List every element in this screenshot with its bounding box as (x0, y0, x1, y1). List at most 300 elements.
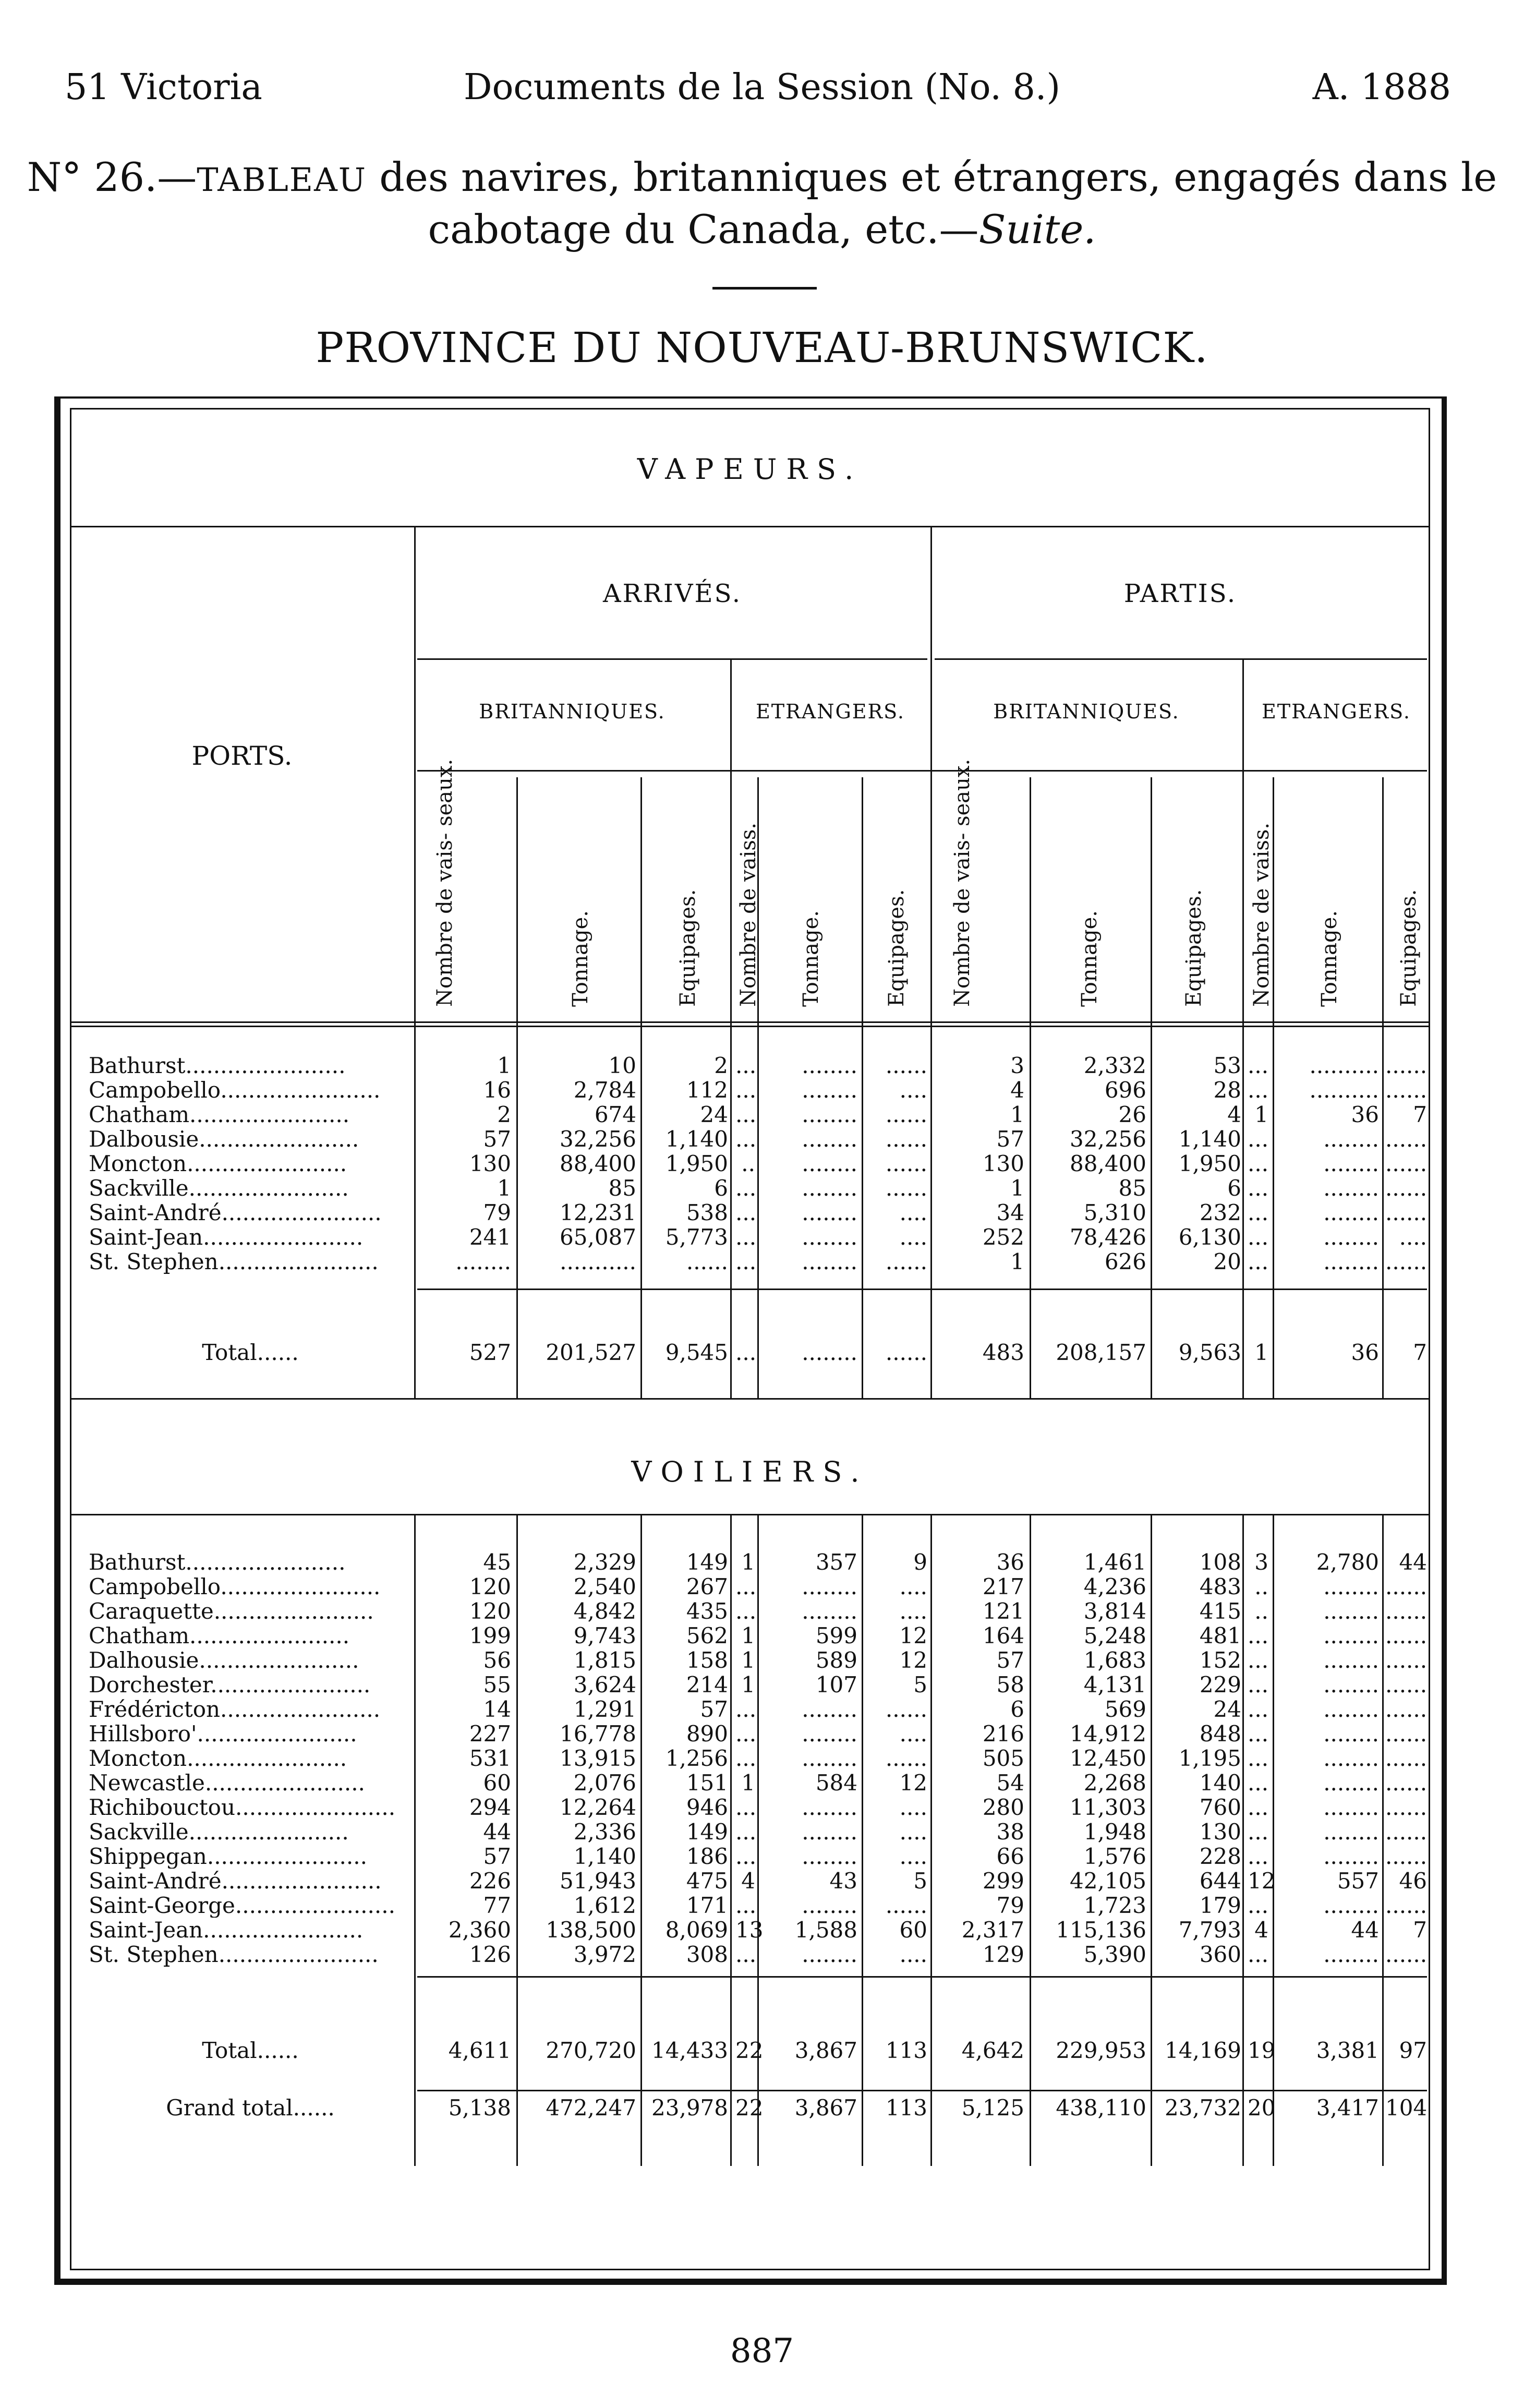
table-cell: ........ (455, 1249, 511, 1274)
title-divider (712, 287, 817, 290)
table-cell: ...... (1385, 1795, 1428, 1820)
table-cell: 227 (469, 1721, 511, 1747)
column-rule (862, 1514, 863, 2166)
table-cell: 5,125 (961, 2095, 1024, 2121)
title-number: N° 26.— (27, 154, 197, 200)
table-cell: 1 (741, 1623, 755, 1648)
table-cell: 217 (982, 1574, 1024, 1599)
table-cell: 2,329 (573, 1549, 636, 1575)
column-header-col-crews: Equipages. (1397, 889, 1421, 1007)
table-cell: 360 (1199, 1942, 1241, 1967)
table-cell: ... (735, 1942, 757, 1967)
table-cell: ........ (1323, 1598, 1379, 1624)
table-cell: 1,291 (573, 1696, 636, 1722)
port-name: Moncton....................... (89, 1152, 347, 1176)
table-cell: .. (741, 1151, 755, 1176)
table-cell: 60 (483, 1770, 511, 1796)
column-rule (757, 1514, 759, 2166)
column-rule (640, 1514, 642, 2166)
table-cell: ... (735, 1574, 757, 1599)
table-cell: 55 (483, 1672, 511, 1697)
table-cell: 4,642 (961, 2038, 1024, 2063)
table-cell: ...... (1385, 1249, 1428, 1274)
table-cell: 20 (1248, 2095, 1276, 2121)
table-cell: 1 (741, 1672, 755, 1697)
table-cell: ... (1248, 1200, 1269, 1225)
table-cell: 3 (1010, 1053, 1024, 1078)
header-document-title: Documents de la Session (No. 8.) (463, 67, 1061, 108)
table-cell: ........ (1323, 1770, 1379, 1796)
table-cell: 53 (1213, 1053, 1241, 1078)
table-cell: 644 (1199, 1868, 1241, 1894)
column-rule (1030, 777, 1031, 1398)
table-cell: ...... (1385, 1623, 1428, 1648)
table-cell: 599 (815, 1623, 857, 1648)
table-cell: 38 (996, 1819, 1024, 1845)
title-text: des navires, britanniques et étrangers, engagés dans le (367, 154, 1497, 200)
table-cell: 1,612 (573, 1893, 636, 1918)
table-cell: 12 (1248, 1868, 1276, 1894)
table-cell: 308 (686, 1942, 728, 1967)
table-cell: ... (1248, 1623, 1269, 1648)
table-cell: 32,256 (560, 1126, 636, 1152)
divider (70, 1021, 1430, 1023)
table-cell: ........ (1323, 1249, 1379, 1274)
table-cell: 229 (1199, 1672, 1241, 1697)
table-cell: 23,978 (651, 2095, 728, 2121)
total-label: Grand total...... (166, 2095, 335, 2121)
title-text-2: cabotage du Canada, etc.— (428, 206, 979, 252)
table-cell: 26 (1118, 1102, 1146, 1127)
table-cell: 120 (469, 1574, 511, 1599)
table-cell: 569 (1104, 1696, 1146, 1722)
table-cell: ... (1248, 1647, 1269, 1673)
table-cell: .... (899, 1942, 927, 1967)
port-name: Dorchester....................... (89, 1673, 371, 1697)
port-name: Chatham....................... (89, 1624, 350, 1648)
table-cell: 2,332 (1083, 1053, 1146, 1078)
table-cell: 2,076 (573, 1770, 636, 1796)
table-cell: 232 (1199, 1200, 1241, 1225)
steamers-section-label: VAPEURS. (637, 453, 863, 486)
departed-british-header: BRITANNIQUES. (993, 700, 1180, 723)
port-name: Saint-Jean....................... (89, 1918, 364, 1942)
table-cell: 45 (483, 1549, 511, 1575)
table-cell: ...... (885, 1053, 927, 1078)
table-cell: 51,943 (560, 1868, 636, 1894)
table-cell: 3,381 (1316, 2038, 1379, 2063)
table-cell: 946 (686, 1795, 728, 1820)
table-cell: 531 (469, 1745, 511, 1771)
table-cell: ...... (1385, 1942, 1428, 1967)
table-cell: ........ (802, 1574, 857, 1599)
table-cell: ... (735, 1844, 757, 1869)
table-cell: ... (735, 1102, 757, 1127)
table-cell: 2,540 (573, 1574, 636, 1599)
table-cell: 149 (686, 1549, 728, 1575)
table-cell: 201,527 (546, 1340, 636, 1365)
table-cell: 24 (700, 1102, 728, 1127)
divider (417, 2090, 1427, 2091)
table-cell: 2,784 (573, 1077, 636, 1103)
arrived-british-header: BRITANNIQUES. (479, 700, 666, 723)
port-name: Campobello....................... (89, 1575, 381, 1599)
table-cell: 1,576 (1083, 1844, 1146, 1869)
table-cell: ... (735, 1745, 757, 1771)
divider (70, 1398, 1430, 1400)
table-cell: 9,545 (665, 1340, 728, 1365)
table-cell: 9 (913, 1549, 927, 1575)
table-cell: ... (1248, 1795, 1269, 1820)
port-name: Sackville....................... (89, 1820, 349, 1844)
table-cell: 78,426 (1070, 1224, 1146, 1250)
table-cell: 538 (686, 1200, 728, 1225)
table-cell: 44 (1399, 1549, 1427, 1575)
table-cell: ........ (1323, 1745, 1379, 1771)
table-cell: ...... (885, 1126, 927, 1152)
table-cell: ...... (1385, 1647, 1428, 1673)
column-rule (1030, 1514, 1031, 2166)
table-cell: 475 (686, 1868, 728, 1894)
table-cell: 65,087 (560, 1224, 636, 1250)
table-cell: ...... (1385, 1745, 1428, 1771)
table-cell: .... (899, 1224, 927, 1250)
table-cell: 557 (1337, 1868, 1379, 1894)
table-cell: 97 (1399, 2038, 1427, 2063)
table-cell: 10 (608, 1053, 636, 1078)
table-cell: ........ (1323, 1126, 1379, 1152)
table-cell: 20 (1213, 1249, 1241, 1274)
table-cell: 505 (982, 1745, 1024, 1771)
table-cell: 12 (899, 1770, 927, 1796)
table-cell: .... (899, 1077, 927, 1103)
table-cell: 299 (982, 1868, 1024, 1894)
table-cell: ... (1248, 1053, 1269, 1078)
column-header-col-vessels-british: Nombre de vais- seaux. (950, 758, 974, 1007)
table-cell: 79 (996, 1893, 1024, 1918)
table-cell: 44 (1351, 1917, 1379, 1943)
table-cell: 4 (1227, 1102, 1241, 1127)
column-header-col-tonnage: Tonnage. (1317, 910, 1341, 1007)
table-cell: 7,793 (1178, 1917, 1241, 1943)
table-cell: 4 (1010, 1077, 1024, 1103)
table-cell: ........ (1323, 1647, 1379, 1673)
table-cell: ...... (1385, 1696, 1428, 1722)
table-cell: 626 (1104, 1249, 1146, 1274)
table-cell: 1,461 (1083, 1549, 1146, 1575)
table-cell: 46 (1399, 1868, 1427, 1894)
table-cell: 252 (982, 1224, 1024, 1250)
table-cell: 4,611 (448, 2038, 511, 2063)
table-cell: 4,131 (1083, 1672, 1146, 1697)
table-cell: 57 (700, 1696, 728, 1722)
table-cell: 4 (1254, 1917, 1268, 1943)
table-cell: 2 (714, 1053, 728, 1078)
table-cell: 1 (1010, 1175, 1024, 1201)
table-cell: ... (735, 1249, 757, 1274)
table-title-line-1 (0, 151, 1524, 206)
column-header-col-vessels-foreign: Nombre de vaiss. (1250, 822, 1274, 1007)
table-cell: ... (1248, 1893, 1269, 1918)
column-rule (930, 1514, 932, 2166)
table-cell: 7 (1413, 1340, 1427, 1365)
table-cell: ... (1248, 1175, 1269, 1201)
table-cell: 1,195 (1178, 1745, 1241, 1771)
table-cell: ... (1248, 1696, 1269, 1722)
table-cell: 1 (497, 1175, 511, 1201)
table-cell: 58 (996, 1672, 1024, 1697)
table-cell: ... (1248, 1151, 1269, 1176)
sailing-section-label: VOILIERS. (631, 1455, 869, 1488)
table-cell: ........ (1323, 1893, 1379, 1918)
table-cell: 24 (1213, 1696, 1241, 1722)
column-header-col-tonnage: Tonnage. (799, 910, 823, 1007)
table-cell: 216 (982, 1721, 1024, 1747)
table-cell: 5 (913, 1672, 927, 1697)
table-cell: 9,743 (573, 1623, 636, 1648)
table-cell: .... (899, 1819, 927, 1845)
table-cell: 8,069 (665, 1917, 728, 1943)
table-cell: ... (735, 1893, 757, 1918)
table-cell: 214 (686, 1672, 728, 1697)
table-cell: 22 (735, 2038, 764, 2063)
table-cell: ...... (1385, 1721, 1428, 1747)
table-cell: ... (735, 1200, 757, 1225)
table-cell: 1,140 (665, 1126, 728, 1152)
table-cell: ........ (1323, 1151, 1379, 1176)
table-cell: ........ (1323, 1844, 1379, 1869)
table-cell: ........ (1323, 1942, 1379, 1967)
port-name: Saint-André....................... (89, 1869, 382, 1893)
table-cell: ...... (1385, 1151, 1428, 1176)
table-cell: ... (735, 1795, 757, 1820)
table-cell: 108 (1199, 1549, 1241, 1575)
table-cell: 171 (686, 1893, 728, 1918)
table-cell: 14,169 (1165, 2038, 1241, 2063)
table-cell: 19 (1248, 2038, 1276, 2063)
table-cell: ... (1248, 1126, 1269, 1152)
table-cell: 88,400 (560, 1151, 636, 1176)
table-cell: ...... (885, 1102, 927, 1127)
table-cell: 57 (996, 1647, 1024, 1673)
table-cell: 36 (996, 1549, 1024, 1575)
port-name: Saint-George....................... (89, 1894, 395, 1918)
table-cell: 14,912 (1070, 1721, 1146, 1747)
table-cell: 56 (483, 1647, 511, 1673)
column-header-col-tonnage: Tonnage. (569, 910, 592, 1007)
table-cell: 14,433 (651, 2038, 728, 2063)
departed-header: PARTIS. (1123, 579, 1237, 608)
table-cell: ........ (802, 1175, 857, 1201)
table-cell: 1 (1254, 1340, 1268, 1365)
table-cell: ... (1248, 1672, 1269, 1697)
table-cell: ...... (885, 1175, 927, 1201)
table-cell: ... (735, 1340, 757, 1365)
table-cell: 28 (1213, 1077, 1241, 1103)
divider (70, 526, 1430, 527)
column-rule (640, 777, 642, 1398)
table-cell: 66 (996, 1844, 1024, 1869)
total-label: Total...... (202, 2038, 299, 2063)
table-cell: 6,130 (1178, 1224, 1241, 1250)
table-cell: 4,842 (573, 1598, 636, 1624)
table-cell: 890 (686, 1721, 728, 1747)
table-cell: 121 (982, 1598, 1024, 1624)
port-name: Dalbousie....................... (89, 1127, 359, 1151)
table-cell: 472,247 (546, 2095, 636, 2121)
port-name: Shippegan....................... (89, 1845, 367, 1869)
table-cell: 44 (483, 1819, 511, 1845)
column-rule (862, 777, 863, 1398)
table-cell: 130 (469, 1151, 511, 1176)
british-foreign-rule (1242, 658, 1244, 1398)
table-cell: 42,105 (1070, 1868, 1146, 1894)
table-cell: ... (735, 1721, 757, 1747)
table-cell: ........ (802, 1844, 857, 1869)
table-cell: 1 (1254, 1102, 1268, 1127)
table-cell: 280 (982, 1795, 1024, 1820)
table-cell: ... (735, 1819, 757, 1845)
table-cell: ... (1248, 1819, 1269, 1845)
table-cell: 3,417 (1316, 2095, 1379, 2121)
table-cell: 483 (982, 1340, 1024, 1365)
column-header-col-vessels-british: Nombre de vais- seaux. (433, 758, 457, 1007)
table-cell: 1,948 (1083, 1819, 1146, 1845)
table-cell: 2 (497, 1102, 511, 1127)
table-cell: 481 (1199, 1623, 1241, 1648)
table-cell: 151 (686, 1770, 728, 1796)
header-year: A. 1888 (1312, 67, 1451, 108)
table-cell: ........ (1323, 1795, 1379, 1820)
table-cell: 57 (483, 1844, 511, 1869)
title-smallcaps-word: TABLEAU (197, 161, 367, 199)
table-cell: ...... (885, 1340, 927, 1365)
table-cell: 149 (686, 1819, 728, 1845)
port-name: St. Stephen....................... (89, 1943, 379, 1967)
divider (417, 770, 1427, 772)
table-cell: 229,953 (1056, 2038, 1146, 2063)
table-cell: 199 (469, 1623, 511, 1648)
table-cell: 12,264 (560, 1795, 636, 1820)
table-cell: 16,778 (560, 1721, 636, 1747)
table-cell: ........ (802, 1696, 857, 1722)
table-cell: 3,867 (794, 2038, 857, 2063)
table-cell: .... (899, 1844, 927, 1869)
table-cell: 22 (735, 2095, 764, 2121)
divider (935, 658, 1427, 660)
port-name: Caraquette....................... (89, 1599, 374, 1623)
port-name: Chatham....................... (89, 1103, 350, 1127)
table-cell: 1,256 (665, 1745, 728, 1771)
table-cell: 5,390 (1083, 1942, 1146, 1967)
table-cell: ... (1248, 1844, 1269, 1869)
table-cell: 696 (1104, 1077, 1146, 1103)
column-header-col-crews: Equipages. (676, 889, 700, 1007)
table-cell: 57 (996, 1126, 1024, 1152)
table-cell: 12 (899, 1623, 927, 1648)
table-cell: ... (735, 1598, 757, 1624)
table-cell: ........ (802, 1249, 857, 1274)
table-cell: 357 (815, 1549, 857, 1575)
table-cell: 138,500 (546, 1917, 636, 1943)
arrived-header: ARRIVÉS. (602, 579, 742, 608)
table-cell: 2,780 (1316, 1549, 1379, 1575)
table-cell: 5,248 (1083, 1623, 1146, 1648)
table-cell: 270,720 (546, 2038, 636, 2063)
divider (417, 1289, 1427, 1290)
table-cell: 1,950 (1178, 1151, 1241, 1176)
column-rule (516, 777, 518, 1398)
table-cell: 589 (815, 1647, 857, 1673)
table-cell: 1 (1010, 1249, 1024, 1274)
table-cell: 3,972 (573, 1942, 636, 1967)
port-name: Saint-Jean....................... (89, 1225, 364, 1249)
table-cell: ........ (802, 1893, 857, 1918)
table-cell: 129 (982, 1942, 1024, 1967)
table-cell: 130 (1199, 1819, 1241, 1845)
column-rule (730, 1514, 732, 2166)
table-cell: 1,815 (573, 1647, 636, 1673)
divider (417, 658, 927, 660)
table-cell: ...... (1385, 1819, 1428, 1845)
table-cell: 438,110 (1056, 2095, 1146, 2121)
table-cell: 584 (815, 1770, 857, 1796)
table-cell: 2,336 (573, 1819, 636, 1845)
table-cell: 7 (1413, 1102, 1427, 1127)
table-cell: 13 (735, 1917, 764, 1943)
table-cell: 527 (469, 1340, 511, 1365)
table-cell: 435 (686, 1598, 728, 1624)
table-cell: .... (899, 1795, 927, 1820)
table-cell: ........... (560, 1249, 636, 1274)
table-cell: ...... (885, 1893, 927, 1918)
column-rule (1273, 777, 1274, 1398)
table-cell: 36 (1351, 1102, 1379, 1127)
table-cell: 5,138 (448, 2095, 511, 2121)
table-cell: ........ (1323, 1574, 1379, 1599)
table-cell: ........ (802, 1745, 857, 1771)
table-cell: ... (1248, 1077, 1269, 1103)
table-cell: 241 (469, 1224, 511, 1250)
table-cell: ... (735, 1126, 757, 1152)
port-name: Bathurst....................... (89, 1550, 346, 1574)
table-cell: ........ (802, 1819, 857, 1845)
table-cell: 483 (1199, 1574, 1241, 1599)
table-cell: 1 (1010, 1102, 1024, 1127)
table-cell: 112 (686, 1077, 728, 1103)
table-cell: 3,814 (1083, 1598, 1146, 1624)
table-cell: ... (735, 1077, 757, 1103)
table-cell: ...... (885, 1696, 927, 1722)
table-cell: ........ (802, 1721, 857, 1747)
table-cell: ........ (1323, 1721, 1379, 1747)
table-cell: ........ (802, 1053, 857, 1078)
table-cell: 1 (741, 1770, 755, 1796)
table-frame-inner (70, 408, 1430, 2270)
port-name: Campobello....................... (89, 1078, 381, 1102)
table-cell: .... (899, 1574, 927, 1599)
table-cell: ...... (1385, 1200, 1428, 1225)
arrived-foreign-header: ETRANGERS. (756, 700, 905, 723)
table-cell: .... (899, 1721, 927, 1747)
table-cell: 12,231 (560, 1200, 636, 1225)
table-cell: ........ (1323, 1672, 1379, 1697)
ports-column-rule (414, 526, 416, 1398)
title-suite: Suite. (978, 206, 1096, 252)
table-cell: ... (1248, 1224, 1269, 1250)
table-cell: ........ (1323, 1819, 1379, 1845)
table-cell: 14 (483, 1696, 511, 1722)
